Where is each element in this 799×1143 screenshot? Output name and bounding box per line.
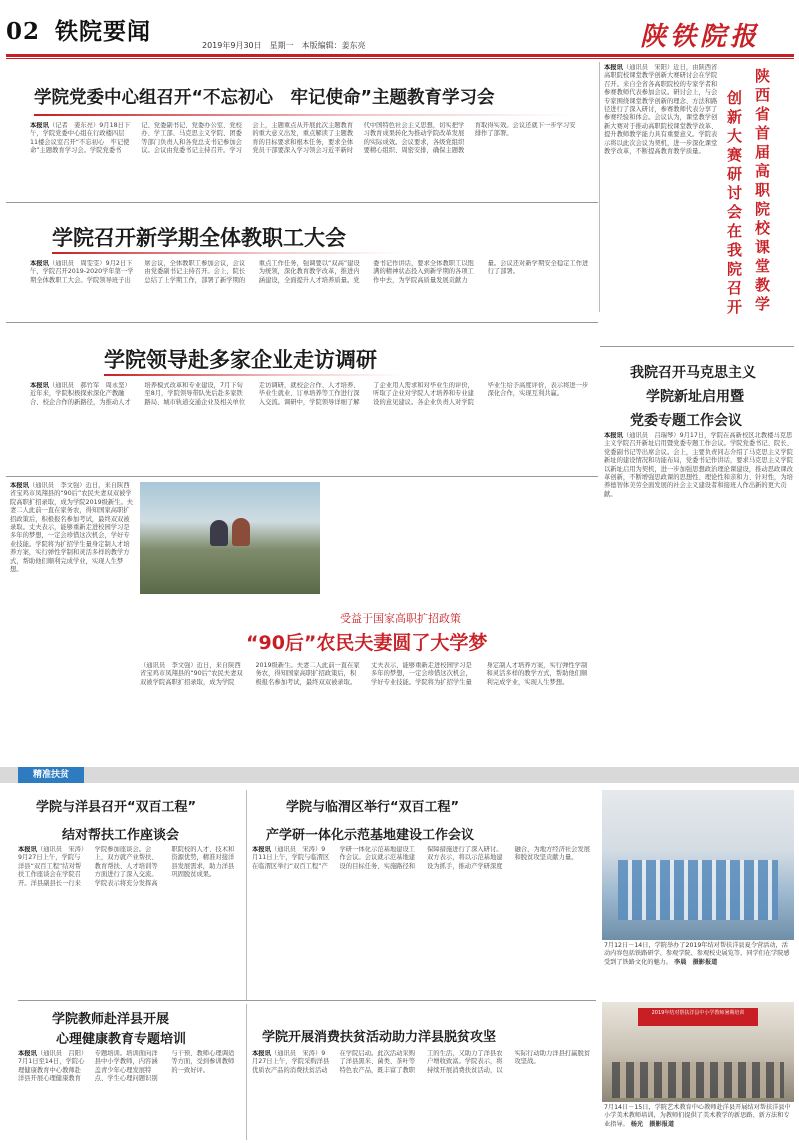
sidebar-title-line1: 我院召开马克思主义: [630, 365, 756, 381]
header-rule: [6, 54, 794, 57]
article-body: [30, 122, 576, 198]
article-body-right: [140, 662, 592, 760]
b1-title-line2: 结对帮扶工作座谈会: [62, 828, 180, 843]
body-text: （通讯员 李文强）近日，来自陕西省宝鸡市凤翔县的“90后”农民夫妻双双被学院高职扩招录取，成为学院2019级新生。夫妻二人此前一直在家务农，得知国家高职扩招政策后，积极报名参加考试，最终双双被录取。丈夫表示，能够重新走进校园学习是多年的梦想，一定会珍惜这次机会，学好专业技能。学院将为扩招学生量身定制人才培养方案，实行弹性学制和灵活多样的教学方式，帮助他们顺利完成学业，实现人生梦想。: [140, 662, 588, 686]
page-number: 02: [6, 18, 41, 45]
body-text: （通讯员 宋涛）9月27日上午，学院与洋县“双百工程”结对帮扶工作座谈会在学院召开。洋县副县长一行来学院参加座谈会。会上，双方就产业帮扶、教育帮扶、人才培训等方面进行了深入交流。学院表示将充分发挥高职院校的人才、技术和资源优势，精准对接洋县发展需求，助力洋县巩固脱贫成果。: [18, 846, 235, 887]
header-rule-thin: [6, 58, 794, 59]
body-text: （通讯员 吕瑞琴）9月17日，学院在高新校区北教楼马克思主义学院召开新址启用暨党委专题工作会议。学院党委书记、院长、党委副书记等出席会议。会上，主要负责同志介绍了马克思主义学院新址的建设情况和功能布局，党委书记作讲话，要求马克思主义学院以新址启用为契机，进一步加强思想政治理论课建设，推动思政课改革创新，不断增强思政课的思想性、理论性和亲和力、针对性，为培养德智体美劳全面发展的社会主义建设者和接班人作出新的更大贡献。: [604, 432, 793, 498]
article-body-left: [10, 482, 134, 762]
article-farmer-couple: [6, 478, 598, 762]
body-text: （通讯员 郝竹军 周永坚）近年来，学院积极探索深化产教融合、校企合作的新路径，为推动人才培养模式改革和专业建设，7月下旬至8月，学院领导带队先后赴多家铁路局、城市轨道交通企业及相关单位走访调研，就校企合作、人才培养、毕业生就业、订单培养等工作进行深入交流。调研中，学院领导详细了解了企业用人需求和对毕业生的评价，听取了企业对学院人才培养和专业建设的意见建议。各企业负责人对学院毕业生给予高度评价，表示将进一步深化合作，实现互利共赢。: [30, 382, 589, 406]
body-text: （通讯员 周雯雯）9月2日下午，学院召开2019-2020学年第一学期全体教职工大会。学院领导班子出席会议，全体教职工参加会议，会议由党委副书记主持召开。会上，院长总结了上学期工作，部署了新学期的重点工作任务，强调要以“双高”建设为统领，深化教育教学改革，推进内涵建设，全面提升人才培养质量。党委书记作讲话，要求全体教职工以饱满的精神状态投入到新学期的各项工作中去，为学院高质量发展贡献力量。会议还对新学期安全稳定工作进行了部署。: [30, 260, 589, 284]
headline: 学院召开新学期全体教职工大会: [52, 226, 346, 250]
body-text: （通讯员 吕阳）7月1日至14日，学院心理健康教育中心教师赴洋县开展心理健康教育专题培训。培训面向洋县中小学教师，内容涵盖青少年心理发展特点、学生心理问题识别与干预、教师心理调适等方面，受到参训教师的一致好评。: [18, 1050, 235, 1083]
section-bar: [0, 767, 799, 783]
divider: [246, 1004, 247, 1140]
caption-text: 7月14日－15日，学院艺术教育中心教师赴洋县开展结对帮扶洋县中小学美术教师培训，为教师们提供了美术教学的新思路、新方法和专业指导。: [604, 1104, 791, 1128]
byline-lead: 本报讯: [30, 122, 49, 129]
divider: [6, 202, 598, 203]
caption-text: 7月12日－14日，学院举办了2019年结对帮扶洋县夏令营活动，活动内容包括铁路研学、参观学院、参观校史展览等，同学们在学院感受到了铁路文化的魅力。: [604, 942, 790, 966]
body-text: （通讯员 李文强）近日，来自陕西省宝鸡市凤翔县的“90后”农民夫妻双双被学院高职扩招录取，成为学院2019级新生。夫妻二人此前一直在家务农，得知国家高职扩招政策后，积极报名参加考试，最终双双被录取。丈夫表示，能够重新走进校园学习是多年的梦想，一定会珍惜这次机会，学好专业技能。学院将为扩招学生量身定制人才培养方案，实行弹性学制和灵活多样的教学方式，帮助他们顺利完成学业，实现人生梦想。: [10, 482, 134, 574]
headline-underline: [52, 252, 402, 254]
article-party-study: [6, 60, 598, 200]
page-number-section: [6, 13, 151, 46]
photo-caption-2: [604, 1104, 794, 1142]
b2-title-line2: 产学研一体化示范基地建设工作会议: [266, 828, 475, 843]
headline: “90后”农民夫妻圆了大学梦: [246, 632, 488, 654]
b2-title-line1: 学院与临渭区举行“双百工程”: [286, 800, 460, 815]
byline-lead: 本报讯: [18, 846, 37, 853]
photo-credit: 杨光 摄影报道: [630, 1120, 675, 1128]
divider: [6, 476, 598, 477]
body-text: （通讯员 宋涛）9月11日上午，学院与临渭区在临渭区举行“双百工程”产学研一体化示范基地建设工作会议。会议就示范基地建设的目标任务、实施路径和保障措施进行了深入研讨。双方表示，将以示范基地建设为抓手，推动产学研深度融合，为地方经济社会发展和脱贫攻坚贡献力量。: [252, 846, 591, 870]
byline-lead: 本报讯: [604, 432, 623, 439]
byline-lead: 本报讯: [252, 846, 271, 853]
byline-lead: 本报讯: [30, 260, 49, 267]
divider: [18, 1000, 596, 1001]
article-enterprise-visit: [6, 324, 598, 474]
masthead-logo: 陕铁院报: [640, 22, 761, 52]
body-text: （通讯员 宋阳）近日，由陕西省高职院校课堂教学创新大赛研讨会在学院召开。来自全省各高职院校的专家学者和参赛教师代表参加会议。研讨会上，与会专家围绕课堂教学创新的理念、方法和路径进行了深入研讨，参赛教师代表分享了参赛经验和体会。会议认为，课堂教学创新大赛对于推动高职院校课堂教学改革、提升教师教学能力具有重要意义。学院表示将以此次会议为契机，进一步深化课堂教学改革，不断提高教育教学质量。: [604, 64, 718, 156]
section-name: 铁院要闻: [55, 18, 152, 45]
sidebar-vertical-title-1: 陕西省首届高职院校课堂教学: [753, 68, 771, 315]
divider: [246, 790, 247, 1000]
sidebar-vertical-title-2: 创新大赛研讨会在我院召开: [725, 90, 743, 318]
headline: 学院领导赴多家企业走访调研: [104, 348, 377, 372]
issue-meta: 2019年9月30日 星期一 本版编辑：姜东亮: [202, 41, 366, 50]
b1-body: [18, 846, 240, 996]
photo-teacher-training: [602, 1002, 794, 1102]
training-banner: [638, 1008, 758, 1026]
photo-farmer-couple: [140, 482, 320, 594]
b2-body: [252, 846, 594, 996]
b4-title: 学院开展消费扶贫活动助力洋县脱贫攻坚: [262, 1030, 497, 1045]
divider: [600, 346, 794, 347]
article-staff-meeting: [6, 204, 598, 320]
article-body: [30, 260, 592, 318]
photo-caption-1: [604, 942, 794, 998]
sidebar-title-line2: 学院新址启用暨: [646, 389, 744, 405]
section-label: 精准扶贫: [18, 767, 84, 783]
sidebar-article-body: [604, 64, 720, 304]
b3-title-line1: 学院教师赴洋县开展: [52, 1012, 170, 1027]
b3-title-line2: 心理健康教育专题培训: [56, 1032, 187, 1047]
byline-lead: 本报讯: [10, 482, 29, 489]
headline-underline: [34, 114, 574, 116]
article-body: [30, 382, 592, 472]
divider: [6, 322, 598, 323]
byline-lead: 本报讯: [30, 382, 49, 389]
sidebar-article-body: [604, 432, 794, 757]
byline-lead: 本报讯: [604, 64, 623, 71]
b3-body: [18, 1050, 240, 1140]
photo-credit: 李晨 摄影报道: [674, 958, 718, 966]
subtitle: 受益于国家高职扩招政策: [340, 612, 461, 625]
byline-lead: 本报讯: [18, 1050, 37, 1057]
body-text: （通讯员 宋涛）9月27日上午，学院采购洋县优质农产品的消费扶贫活动在学院启动。此次活动采购了洋县黑米、菌类、茶叶等特色农产品，既丰富了教职工的生活，又助力了洋县农户增收致富。学院表示，将持续开展消费扶贫活动，以实际行动助力洋县打赢脱贫攻坚战。: [252, 1050, 591, 1074]
sidebar-title-line3: 党委专题工作会议: [630, 413, 742, 429]
photo-summer-camp: [602, 790, 794, 940]
divider: [599, 62, 600, 312]
body-text: （记者 姜东亮）9月18日下午，学院党委中心组在行政楼四层11楼会议室召开“不忘初心 牢记使命”主题教育学习会。学院党委书记、党委副书记、党委办公室、党校办、学工部、马克思主义学院、团委等部门负责人和各党总支书记参加会议。会议由党委书记主持召开。学习会上，主题重点从开展此次主题教育的重大意义出发，重点解读了主题教育的目标要求和根本任务，要求全体党员干部要深入学习领会习近平新时代中国特色社会主义思想，切实把学习教育成果转化为推动学院改革发展的实际成效。会议要求，各级党组织要精心组织、周密安排，确保主题教育取得实效。会议还就下一步学习安排作了部署。: [30, 122, 576, 155]
byline-lead: 本报讯: [252, 1050, 271, 1057]
b4-body: [252, 1050, 594, 1140]
headline: 学院党委中心组召开“不忘初心 牢记使命”主题教育学习会: [34, 88, 495, 108]
banner-text: 2019年结对帮扶洋县中小学教师暑期培训: [651, 1010, 745, 1016]
headline-underline: [104, 374, 404, 376]
b1-title-line1: 学院与洋县召开“双百工程”: [36, 800, 197, 815]
